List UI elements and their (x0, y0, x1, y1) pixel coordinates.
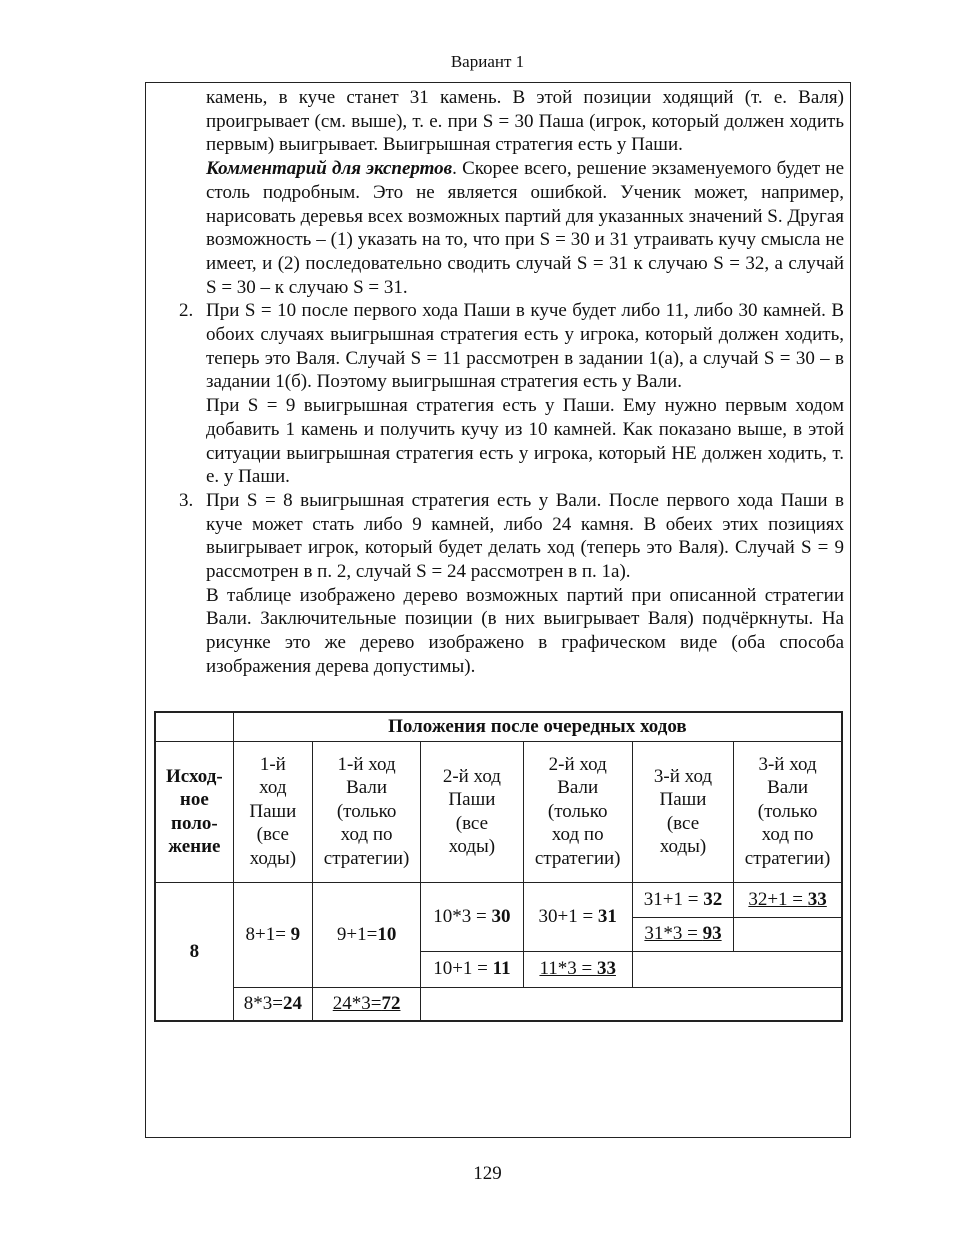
item3-paragraph-b: В таблице изображено дерево возможных партий при описанной стратегии Вали. Заключительные позиции (в них выигрывает Валя) подчёркнуты. На рисунке это же дерево изображено в графическом виде (оба способа изображения дерева допустимы). (206, 584, 844, 677)
final-move-cell: 11*3 = 33 (523, 951, 632, 987)
list-item-3 (179, 489, 844, 679)
header-move2-pasha: 2-й ход Паши (все ходы) (421, 741, 523, 882)
move-cell: 30+1 = 31 (523, 882, 632, 951)
initial-position-cell: 8 (155, 882, 233, 1021)
move-cell: 9+1=10 (312, 882, 420, 987)
item3-paragraph-a: При S = 8 выигрышная стратегия есть у Вали. После первого хода Паши в куче может стать либо 9 камней, либо 24 камня. В обеих этих позициях выигрывает игрок, который будет делать ход (теперь это Валя). Случай S = 9 рассмотрен в п. 2, случай S = 24 рассмотрен в п. 1а). (206, 489, 844, 583)
header-move3-pasha: 3-й ход Паши (все ходы) (632, 741, 733, 882)
paragraph-expert-comment (206, 157, 844, 299)
table-corner-cell (155, 712, 233, 741)
expert-comment-label: Комментарий для экспертов (206, 158, 453, 180)
list-item-2 (179, 299, 844, 489)
header-move1-valya: 1-й ход Вали (только ход по стратегии) (312, 741, 420, 882)
header-move3-valya: 3-й ход Вали (только ход по стратегии) (734, 741, 842, 882)
main-text (179, 86, 845, 679)
final-move-cell: 32+1 = 33 (734, 882, 842, 917)
initial-position-header: Исход- ное поло- жение (155, 741, 233, 882)
move-cell: 10*3 = 30 (421, 882, 523, 951)
empty-cell (632, 951, 842, 987)
expert-comment-text: . Скорее всего, решение экзаменуемого будет не столь подробным. Это не является ошибкой. Ученик может, например, нарисовать деревья всех возможных партий для указанных значений S. Другая возможность – (1) указать на то, что при S = 30 и 31 утраивать кучу смысла не имеет, и (2) последовательно сводить случай S = 31 к случаю S = 32, а случай S = 30 – к случаю S = 31. (206, 158, 845, 298)
item2-paragraph-b: При S = 9 выигрышная стратегия есть у Паши. Ему нужно первым ходом добавить 1 камень и получить кучу из 10 камней. Как показано выше, в этой ситуации выигрышная стратегия есть у игрока, который НЕ должен ходить, т. е. у Паши. (206, 395, 844, 488)
list-number-3: 3. (179, 489, 194, 511)
page-number: 129 (473, 1163, 502, 1184)
header-move2-valya: 2-й ход Вали (только ход по стратегии) (523, 741, 632, 882)
move-cell: 31+1 = 32 (632, 882, 733, 917)
move-cell: 8*3=24 (233, 987, 312, 1021)
list-number-2: 2. (179, 300, 194, 322)
empty-cell (734, 917, 842, 951)
final-move-cell: 24*3=72 (312, 987, 420, 1021)
page-header: Вариант 1 (450, 52, 525, 71)
header-move1-pasha: 1-й ход Паши (все ходы) (233, 741, 312, 882)
item2-paragraph-a: При S = 10 после первого хода Паши в куче будет либо 11, либо 30 камней. В обоих случаях выигрышная стратегия есть у игрока, который должен ходить, теперь это Валя. Случай S = 11 рассмотрен в задании 1(а), а случай S = 30 – в задании 1(б). Поэтому выигрышная стратегия есть у Вали. (206, 300, 844, 393)
move-cell: 10+1 = 11 (421, 951, 523, 987)
group-header: Положения после очередных ходов (233, 712, 842, 741)
move-cell: 8+1= 9 (233, 882, 312, 987)
final-move-cell: 31*3 = 93 (632, 917, 733, 951)
paragraph-continuation: камень, в куче станет 31 камень. В этой позиции ходящий (т. е. Валя) проигрывает (см. выше), т. е. при S = 30 Паша (игрок, который должен ходить первым) выигрывает. Выигрышная стратегия есть у Паши. (206, 87, 844, 156)
game-tree-table (154, 711, 843, 1022)
empty-cell (421, 987, 842, 1021)
